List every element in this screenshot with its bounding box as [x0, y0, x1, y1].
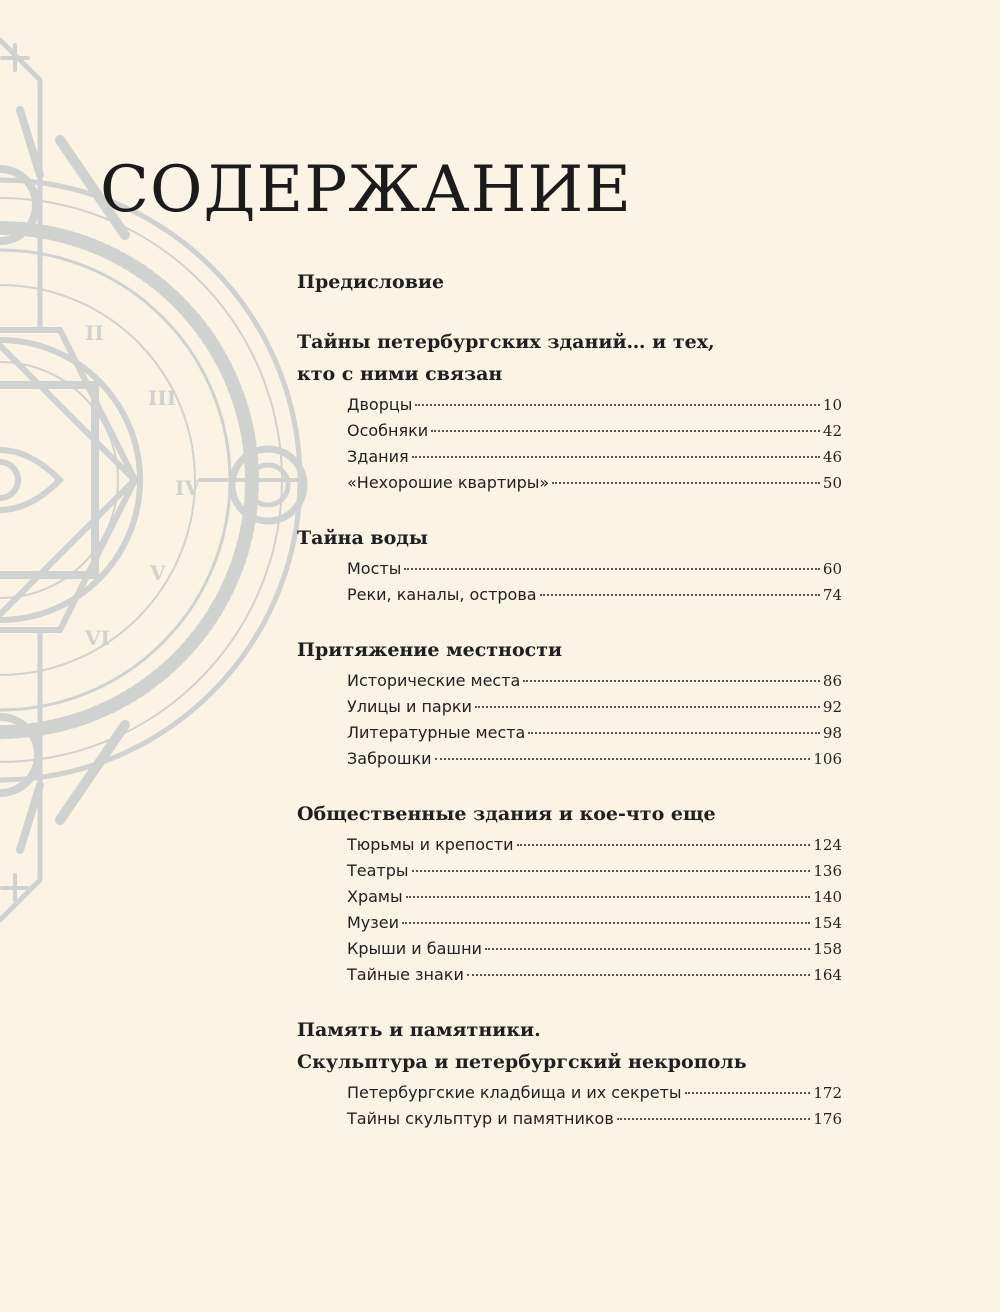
section-title[interactable]	[297, 326, 842, 390]
toc-entry-page-number: 164	[813, 966, 842, 984]
toc-entry-list	[297, 1080, 842, 1132]
section-title-line: Тайна воды	[297, 527, 428, 549]
toc-entry[interactable]	[347, 444, 842, 470]
section-title-line: Притяжение местности	[297, 639, 563, 661]
page-title: СОДЕРЖАНИЕ	[100, 153, 632, 227]
section-title[interactable]	[297, 1014, 842, 1078]
dot-leader	[415, 404, 820, 406]
section-title-line: Общественные здания и кое-что еще	[297, 803, 716, 825]
section-title-line: кто с ними связан	[297, 363, 503, 385]
toc-entry-page-number: 154	[813, 914, 842, 932]
toc-entry-page-number: 140	[813, 888, 842, 906]
toc-entry-page-number: 42	[822, 422, 842, 440]
ornament-numeral: VI	[85, 626, 110, 650]
toc-entry-label: «Нехорошие квартиры»	[347, 473, 550, 492]
toc-entry-page-number: 136	[813, 862, 842, 880]
dot-leader	[685, 1092, 811, 1094]
dot-leader	[517, 844, 811, 846]
toc-section	[297, 1014, 842, 1132]
toc-entry-page-number: 176	[813, 1110, 842, 1128]
ornament-numeral: IV	[175, 476, 200, 500]
toc-entry-label: Храмы	[347, 887, 403, 906]
ornament-numeral: III	[148, 386, 177, 410]
toc-entry-page-number: 92	[822, 698, 842, 716]
toc-entry[interactable]	[347, 470, 842, 496]
compass-eye-ornament-icon	[0, 0, 320, 960]
section-title[interactable]	[297, 634, 842, 666]
dot-leader	[475, 706, 820, 708]
toc-entry-label: Литературные места	[347, 723, 526, 742]
section-title-line: Предисловие	[297, 271, 445, 293]
toc-entry[interactable]	[347, 392, 842, 418]
toc-entry-label: Заброшки	[347, 749, 432, 768]
toc-entry-label: Тайны скульптур и памятников	[347, 1109, 614, 1128]
toc-entry[interactable]	[347, 832, 842, 858]
toc-entry[interactable]	[347, 556, 842, 582]
toc-entry-label: Мосты	[347, 559, 402, 578]
toc-entry[interactable]	[347, 720, 842, 746]
toc-entry-page-number: 98	[822, 724, 842, 742]
dot-leader	[404, 568, 820, 570]
section-title-line: Тайны петербургских зданий… и тех,	[297, 331, 715, 353]
toc-entry[interactable]	[347, 884, 842, 910]
toc-entry-page-number: 46	[822, 448, 842, 466]
toc-entry[interactable]	[347, 858, 842, 884]
toc-entry[interactable]	[347, 582, 842, 608]
dot-leader	[402, 922, 810, 924]
toc-entry-label: Исторические места	[347, 671, 521, 690]
section-title[interactable]	[297, 798, 842, 830]
toc-entry-label: Тюрьмы и крепости	[347, 835, 514, 854]
dot-leader	[485, 948, 810, 950]
toc-entry-page-number: 106	[813, 750, 842, 768]
toc-entry-page-number: 172	[813, 1084, 842, 1102]
toc-entry-page-number: 158	[813, 940, 842, 958]
dot-leader	[467, 974, 811, 976]
toc-section	[297, 522, 842, 608]
dot-leader	[412, 456, 820, 458]
dot-leader	[435, 758, 811, 760]
dot-leader	[431, 430, 820, 432]
ornament-numeral: II	[85, 321, 104, 345]
toc-entry[interactable]	[347, 1080, 842, 1106]
dot-leader	[540, 594, 820, 596]
toc-entry-page-number: 10	[822, 396, 842, 414]
toc-entry-label: Петербургские кладбища и их секреты	[347, 1083, 682, 1102]
toc-entry-list	[297, 556, 842, 608]
dot-leader	[528, 732, 820, 734]
dot-leader	[412, 870, 811, 872]
ornament-numeral: V	[150, 561, 166, 585]
toc-entry[interactable]	[347, 746, 842, 772]
toc-entry-page-number: 124	[813, 836, 842, 854]
section-title-line: Скульптура и петербургский некрополь	[297, 1051, 747, 1073]
toc-entry-page-number: 60	[822, 560, 842, 578]
toc-section	[297, 266, 842, 298]
toc-entry[interactable]	[347, 1106, 842, 1132]
dot-leader	[552, 482, 820, 484]
toc-entry-label: Музеи	[347, 913, 400, 932]
toc-entry-label: Улицы и парки	[347, 697, 472, 716]
toc-entry[interactable]	[347, 418, 842, 444]
toc-entry-list	[297, 668, 842, 772]
toc-entry-label: Здания	[347, 447, 409, 466]
dot-leader	[523, 680, 820, 682]
toc-entry[interactable]	[347, 936, 842, 962]
dot-leader	[617, 1118, 811, 1120]
toc-entry-label: Тайные знаки	[347, 965, 464, 984]
toc-entry-list	[297, 832, 842, 988]
toc-entry-label: Крыши и башни	[347, 939, 482, 958]
toc-entry[interactable]	[347, 694, 842, 720]
toc-entry-label: Реки, каналы, острова	[347, 585, 537, 604]
toc-entry-page-number: 50	[822, 474, 842, 492]
toc-section	[297, 326, 842, 496]
toc-entry-page-number: 74	[822, 586, 842, 604]
toc-entry[interactable]	[347, 962, 842, 988]
toc-entry-list	[297, 392, 842, 496]
toc-entry-label: Театры	[347, 861, 409, 880]
toc-section	[297, 634, 842, 772]
toc-entry[interactable]	[347, 910, 842, 936]
toc-section	[297, 798, 842, 988]
table-of-contents	[297, 266, 842, 1158]
toc-entry-label: Особняки	[347, 421, 429, 440]
dot-leader	[406, 896, 811, 898]
section-title-line: Память и памятники.	[297, 1019, 541, 1041]
section-title[interactable]	[297, 266, 842, 298]
toc-entry[interactable]	[347, 668, 842, 694]
section-title[interactable]	[297, 522, 842, 554]
toc-entry-label: Дворцы	[347, 395, 413, 414]
toc-entry-page-number: 86	[822, 672, 842, 690]
